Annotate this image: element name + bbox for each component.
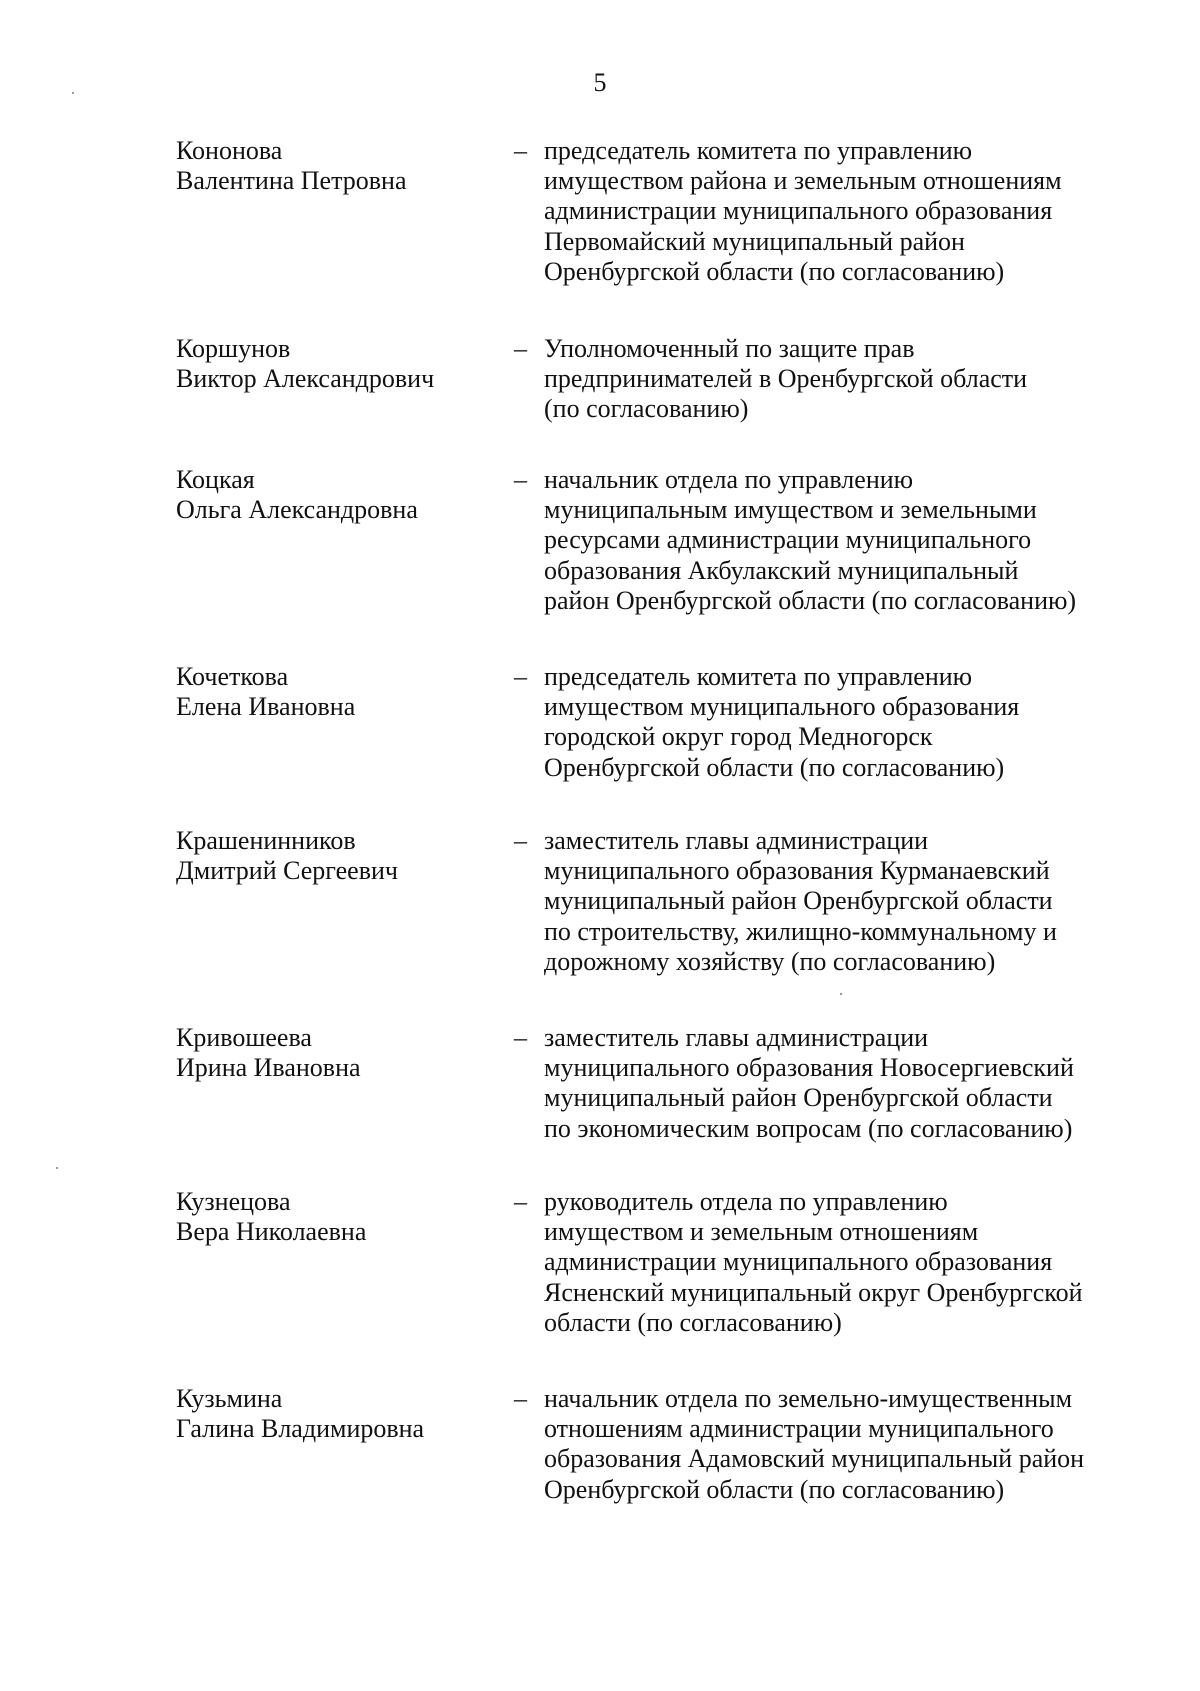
given-names: Елена Ивановна	[176, 692, 356, 722]
position-line: заместитель главы администрации	[544, 1023, 929, 1052]
surname: Кузьмина	[176, 1384, 283, 1413]
person-name	[176, 136, 496, 196]
dash-separator: –	[514, 1187, 527, 1216]
dash-separator: –	[514, 662, 527, 691]
position-line: дорожному хозяйству (по согласованию)	[544, 946, 996, 976]
position-description	[544, 1023, 1150, 1144]
position-line: начальник отдела по управлению	[544, 465, 914, 494]
surname: Кузнецова	[176, 1187, 291, 1216]
position-line: Оренбургской области (по согласованию)	[544, 752, 1005, 782]
position-line: муниципальный район Оренбургской области	[544, 886, 1053, 916]
surname: Коцкая	[176, 465, 255, 494]
position-line: имуществом муниципального образования	[544, 692, 1020, 722]
position-line: администрации муниципального образования	[544, 196, 1053, 226]
given-names: Ирина Ивановна	[176, 1053, 361, 1083]
surname: Кононова	[176, 136, 283, 165]
dash-separator: –	[514, 136, 527, 165]
surname: Кривошеева	[176, 1023, 312, 1052]
given-names: Виктор Александрович	[176, 364, 435, 394]
position-line: образования Акбулакский муниципальный	[544, 555, 1019, 585]
surname: Коршунов	[176, 334, 291, 363]
position-line: муниципального образования Курманаевский	[544, 856, 1050, 886]
dash-separator: –	[514, 334, 527, 363]
given-names: Дмитрий Сергеевич	[176, 856, 398, 886]
position-line: председатель комитета по управлению	[544, 136, 973, 165]
given-names: Вера Николаевна	[176, 1217, 367, 1247]
position-description	[544, 1384, 1150, 1505]
page-number: 5	[593, 68, 607, 97]
position-description	[544, 334, 1150, 425]
position-description	[544, 136, 1150, 287]
position-line: области (по согласованию)	[544, 1307, 842, 1337]
position-line: имуществом и земельным отношениям	[544, 1217, 979, 1247]
position-line: район Оренбургской области (по согласованию)	[544, 585, 1077, 615]
position-line: муниципальный район Оренбургской области	[544, 1083, 1053, 1113]
dash-separator: –	[514, 465, 527, 494]
surname: Крашенинников	[176, 826, 356, 855]
position-line: начальник отдела по земельно-имущественным	[544, 1384, 1073, 1413]
position-line: Первомайский муниципальный район	[544, 226, 965, 256]
position-line: администрации муниципального образования	[544, 1247, 1053, 1277]
position-line: Оренбургской области (по согласованию)	[544, 256, 1005, 286]
person-name	[176, 1384, 496, 1444]
given-names: Валентина Петровна	[176, 166, 407, 196]
position-line: городской округ город Медногорск	[544, 722, 933, 752]
dash-separator: –	[514, 826, 527, 855]
scan-speck	[56, 1167, 58, 1169]
person-name	[176, 465, 496, 525]
position-line: Уполномоченный по защите прав	[544, 334, 915, 363]
position-description	[544, 1187, 1150, 1338]
person-name	[176, 334, 496, 394]
position-line: председатель комитета по управлению	[544, 662, 973, 691]
person-name	[176, 1187, 496, 1247]
position-line: образования Адамовский муниципальный район	[544, 1444, 1085, 1474]
position-line: муниципальным имуществом и земельными	[544, 495, 1037, 525]
position-line: заместитель главы администрации	[544, 826, 929, 855]
position-line: имуществом района и земельным отношениям	[544, 166, 1062, 196]
dash-separator: –	[514, 1023, 527, 1052]
given-names: Галина Владимировна	[176, 1414, 425, 1444]
surname: Кочеткова	[176, 662, 289, 691]
position-line: Оренбургской области (по согласованию)	[544, 1474, 1005, 1504]
position-line: по строительству, жилищно-коммунальному и	[544, 916, 1057, 946]
position-line: муниципального образования Новосергиевский	[544, 1053, 1074, 1083]
position-line: (по согласованию)	[544, 394, 749, 424]
given-names: Ольга Александровна	[176, 495, 418, 525]
position-description	[544, 465, 1150, 616]
position-description	[544, 826, 1150, 977]
person-name	[176, 1023, 496, 1083]
position-line: по экономическим вопросам (по согласованию)	[544, 1113, 1073, 1143]
position-description	[544, 662, 1150, 783]
dash-separator: –	[514, 1384, 527, 1413]
position-line: руководитель отдела по управлению	[544, 1187, 948, 1216]
position-line: ресурсами администрации муниципального	[544, 525, 1032, 555]
position-line: Ясненский муниципальный округ Оренбургской	[544, 1277, 1083, 1307]
position-line: отношениям администрации муниципального	[544, 1414, 1054, 1444]
person-name	[176, 826, 496, 886]
person-name	[176, 662, 496, 722]
scan-speck	[840, 993, 842, 995]
scan-speck	[72, 92, 74, 94]
position-line: предпринимателей в Оренбургской области	[544, 364, 1028, 394]
